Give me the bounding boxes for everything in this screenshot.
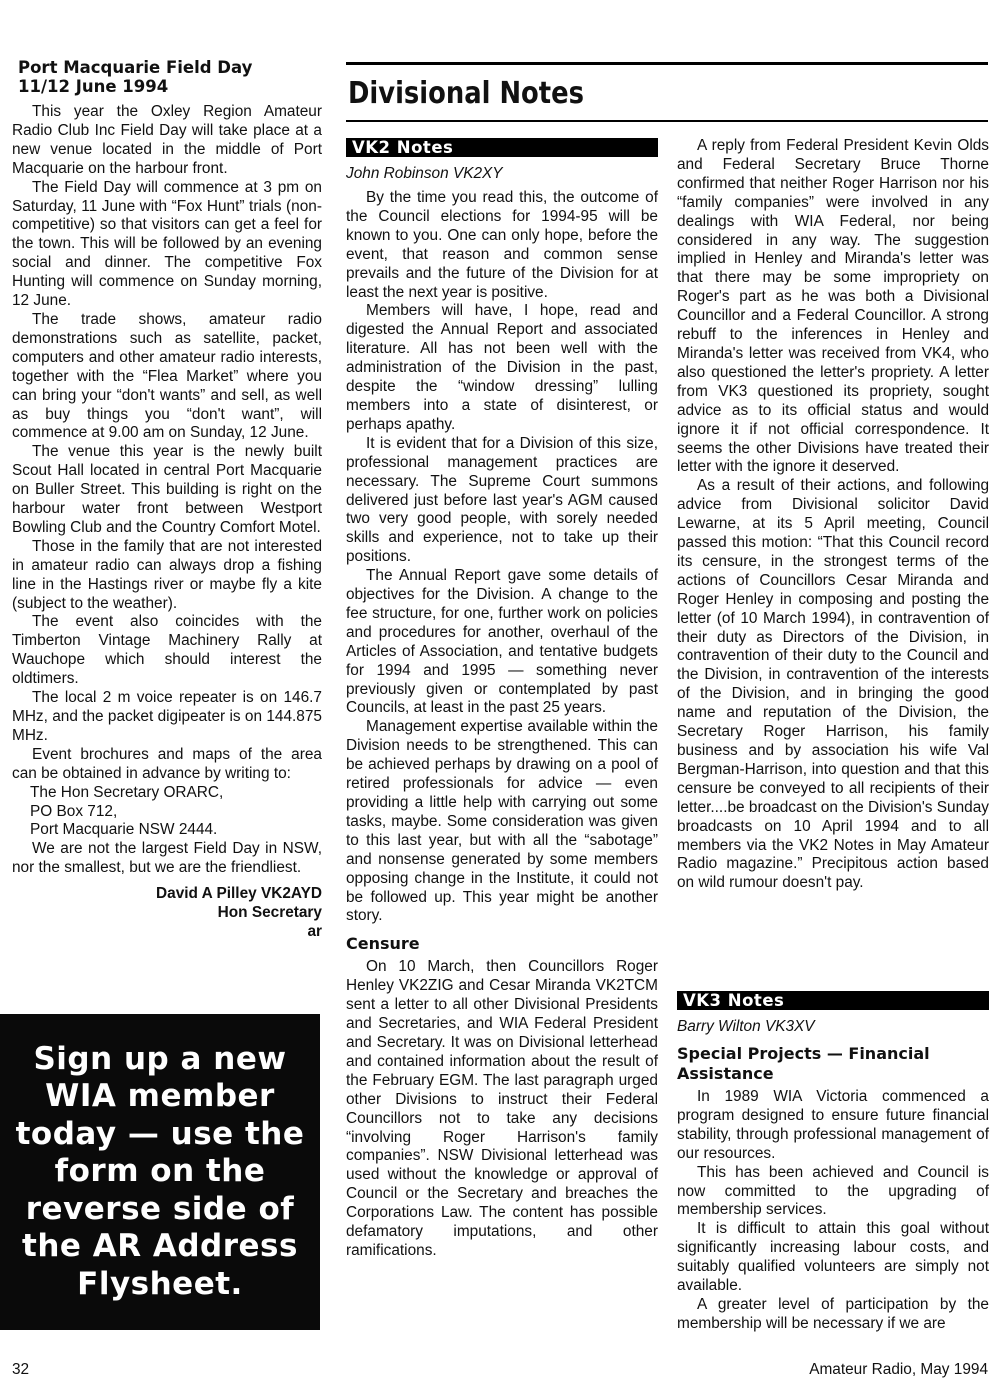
signoff-title: Hon Secretary — [217, 904, 322, 922]
page-title: Divisional Notes — [348, 76, 584, 111]
title-rule-bottom — [346, 120, 988, 122]
vk3-body — [677, 1088, 989, 1334]
promo-text: Sign up a new WIA member today — use the form on the reverse side of the AR Address Flysheet. — [15, 1040, 305, 1302]
paragraph: The Field Day will commence at 3 pm on Saturday, 11 June with “Fox Hunt” trials (non-competitive) so that visitors can get a feel for the town. This will be followed by an evening social and dinner. The competitive Fox Hunting will commence on Sunday morning, 12 June. — [12, 178, 322, 310]
paragraph: By the time you read this, the outcome of the Council elections for 1994-95 will be known to you. One can only hope, before the event, that reason and common sense prevails and the future of the Division for at least the next year is positive. — [346, 189, 658, 301]
paragraph: A reply from Federal President Kevin Olds and Federal Secretary Bruce Thorne confirmed that neither Roger Harrison nor his “family companies” were involved in any dealings with WIA Federal, nor being considered in any way. The suggestion implied in Henley and Miranda's letter was that there may be some impropriety on Roger's part as he was both a Divisional Councillor and a Federal Councillor. A strong rebuff to the inferences in Henley and Miranda's letter was received from VK4, who also questioned the letter's propriety. A letter from VK3 questioned its propriety, sought advice as to its official status and would ignore it if not official correspondence. It seems the other Divisions have treated their letter with the ignore it deserved. — [677, 137, 989, 476]
article-heading — [18, 58, 252, 96]
heading-line-1: Port Macquarie Field Day — [18, 58, 253, 77]
article-body — [12, 103, 322, 941]
paragraph: On 10 March, then Councillors Roger Henley VK2ZIG and Cesar Miranda VK2TCM sent a letter to all other Divisional Presidents and Secretaries, and WIA Federal President and Secretary. It was on Divisional letterhead and contained information about the result of the February EGM. The last paragraph urged other Divisions to instruct their Federal Councillors not to take any decisions “involving Roger Harrison's family companies”. NSW Divisional letterhead was used without the knowledge or approval of Council or the Secretary and breaches the Corporations Law. The content has possible defamatory imputations, and other ramifications. — [346, 958, 658, 1259]
paragraph: Management expertise available within the Division needs to be strengthened. This can be achieved perhaps by drawing on a pool of retired professionals for advice — even providing a little help with carrying out some tasks, maybe. Some consideration was given to this last year, but with all the “sabotage” and nonsense generated by some members opposing change in the Institute, it could not be followed up. This year might be another story. — [346, 718, 658, 925]
paragraph: A greater level of participation by the membership will be necessary if we are — [677, 1295, 989, 1332]
section-bar-vk2: VK2 Notes — [346, 138, 658, 157]
publication-footer: Amateur Radio, May 1994 — [809, 1361, 988, 1378]
vk2-body — [346, 189, 658, 926]
vk2-continued-body — [677, 137, 989, 893]
special-projects-heading: Special Projects — Financial Assistance — [677, 1044, 930, 1083]
signoff-name: David A Pilley VK2AYD — [156, 885, 322, 903]
paragraph: The event also coincides with the Timberton Vintage Machinery Rally at Wauchope which should interest the oldtimers. — [12, 613, 322, 688]
paragraph: The venue this year is the newly built Scout Hall located in central Port Macquarie on Buller Street. This building is right on the harbour water front between Westport Bowling Club and the Country Comfort Motel. — [12, 443, 322, 536]
paragraph: We are not the largest Field Day in NSW, nor the smallest, but we are the friendliest. — [12, 840, 322, 877]
paragraph: As a result of their actions, and following advice from Divisional solicitor David Lewarne, at its 5 April meeting, Council passed this motion: “That this Council record its censure, in the strongest terms of the actions of Councillors Cesar Miranda and Roger Henley in composing and posting the letter (of 10 March 1994), in contravention of their duty as Directors of the Division, in contravention of their duty to the Council and the Division, in contravention of the interests of the Division, and in bringing the good name and reputation of the Division, the Secretary Roger Harrison, his family business and by association his wife Val Bergman-Harrison, into question and that this censure be conveyed to all recipients of their letter....be broadcast on the Division's Sunday broadcasts on 10 April 1994 and to all members via the VK2 Notes in May Amateur Radio magazine.” Precipitous action based on wild rumour doesn't pay. — [677, 477, 989, 892]
paragraph: This year the Oxley Region Amateur Radio Club Inc Field Day will take place at a new venue located in the middle of Port Macquarie on the harbour front. — [12, 103, 322, 177]
address-line: PO Box 712, — [30, 802, 118, 820]
paragraph: In 1989 WIA Victoria commenced a program designed to ensure future financial stability, through professional management of our resources. — [677, 1088, 989, 1162]
title-rule-top — [346, 62, 988, 65]
paragraph: Those in the family that are not interested in amateur radio can always drop a fishing line in the Hastings river or maybe fly a kite (subject to the weather). — [12, 537, 322, 612]
paragraph: The trade shows, amateur radio demonstrations such as satellite, packet, computers and other amateur radio interests, together with the “Flea Market” where you can bring your “don't wants” and sell, as well as buy things you “don't want”, will commence at 9.00 am on Sunday, 12 June. — [12, 310, 322, 442]
paragraph: This has been achieved and Council is now committed to the upgrading of membership services. — [677, 1163, 989, 1219]
censure-heading: Censure — [346, 934, 420, 954]
paragraph: It is difficult to attain this goal without significantly increasing labour costs, and suitably qualified volunteers are simply not available. — [677, 1220, 989, 1295]
paragraph: It is evident that for a Division of this size, professional management practices are necessary. The Supreme Court summons delivered just before last year's AGM caused two very good people, with sorely needed skills and experience, not to take up their positions. — [346, 434, 658, 566]
author-byline: John Robinson VK2XY — [346, 165, 503, 182]
page-number: 32 — [12, 1361, 30, 1378]
paragraph: The local 2 m voice repeater is on 146.7 MHz, and the packet digipeater is on 144.875 MHz. — [12, 689, 322, 744]
address-line: Port Macquarie NSW 2444. — [30, 821, 218, 839]
heading-line-2: 11/12 June 1994 — [18, 77, 169, 96]
paragraph: Event brochures and maps of the area can be obtained in advance by writing to: — [12, 745, 322, 782]
address-line: The Hon Secretary ORARC, — [30, 783, 224, 801]
author-byline: Barry Wilton VK3XV — [677, 1018, 815, 1035]
paragraph: The Annual Report gave some details of objectives for the Division. A change to the fee structure, for one, further work on policies and procedures for another, overhaul of the Articles of Association, and tentative budgets for 1994 and 1995 — something never previously given or contemplated by past Councils, at least in the past 25 years. — [346, 567, 658, 717]
promo-box — [0, 1014, 320, 1330]
censure-body — [346, 958, 658, 1261]
paragraph: Members will have, I hope, read and digested the Annual Report and associated literature. All has not been well with the administration of the Division in the past, despite the “window dressing” lulling members into a state of disinterest, or perhaps apathy. — [346, 302, 658, 433]
signoff-end-mark: ar — [307, 923, 322, 941]
section-bar-vk3: VK3 Notes — [677, 991, 989, 1010]
